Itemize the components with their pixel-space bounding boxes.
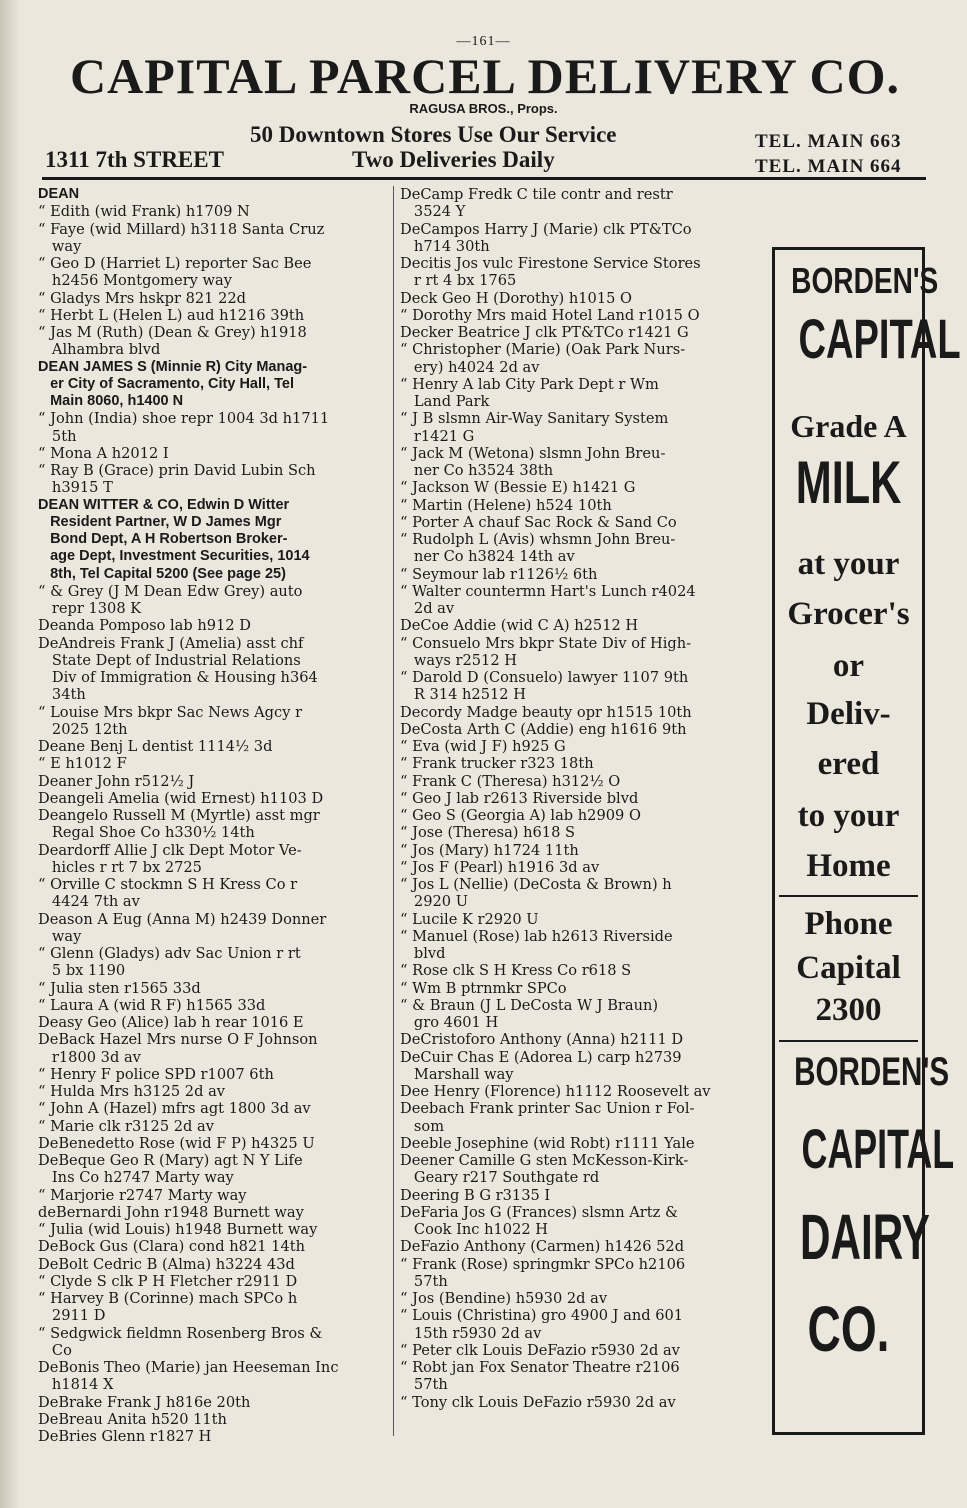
directory-entry-line: “ Consuelo Mrs bkpr State Div of High-	[400, 634, 692, 652]
directory-entry-line: DeBeque Geo R (Mary) agt N Y Life	[38, 1152, 303, 1169]
directory-entry-line: Deaner John r512½ J	[38, 772, 195, 790]
directory-entry-line: 57th	[400, 1272, 448, 1290]
ad-or: or	[832, 648, 865, 684]
directory-entry-line: “ Eva (wid J F) h925 G	[400, 738, 566, 755]
directory-entry-line: ner Co h3824 14th av	[400, 548, 575, 566]
directory-entry-line: Deane Benj L dentist 1114½ 3d	[38, 738, 273, 755]
directory-entry-line: Bond Dept, A H Robertson Broker-	[38, 531, 288, 547]
directory-entry-line: h714 30th	[400, 237, 490, 255]
directory-entry-line: r1421 G	[400, 427, 475, 445]
directory-entry-line: ways r2512 H	[400, 651, 517, 669]
directory-entry-line: 15th r5930 2d av	[400, 1324, 542, 1342]
directory-entry-line: Deardorff Allie J clk Dept Motor Ve-	[38, 841, 302, 859]
banner-slogan-stores: 50 Downtown Stores Use Our Service	[250, 122, 617, 147]
directory-entry-line: “ Martin (Helene) h524 10th	[400, 496, 612, 514]
directory-entry-line: Deangeli Amelia (wid Ernest) h1103 D	[38, 789, 324, 807]
directory-entry-line: “ John A (Hazel) mfrs agt 1800 3d av	[38, 1100, 311, 1118]
directory-entry-line: DeCamp Fredk C tile contr and restr	[400, 186, 673, 203]
directory-entry-line: “ Porter A chauf Sac Rock & Sand Co	[400, 513, 677, 531]
directory-entry-line: DeBonis Theo (Marie) jan Heeseman Inc	[38, 1359, 339, 1376]
directory-entry-line: gro 4601 H	[400, 1014, 499, 1031]
directory-entry-line: 5 bx 1190	[38, 962, 126, 980]
ad-capital-bottom: CAPITAL	[801, 1117, 955, 1180]
directory-entry-line: “ Mona A h2012 I	[38, 444, 169, 462]
directory-entry-line: “ Ray B (Grace) prin David Lubin Sch	[38, 462, 316, 479]
directory-entry-line: “ Clyde S clk P H Fletcher r2911 D	[38, 1272, 298, 1290]
ad-to-your: to your	[797, 798, 900, 834]
directory-entry-line: “ Wm B ptrnmkr SPCo	[400, 979, 567, 997]
directory-entry-line: 2d av	[400, 600, 455, 617]
directory-entry-line: “ Geo J lab r2613 Riverside blvd	[400, 789, 639, 807]
directory-entry-line: “ Henry F police SPD r1007 6th	[38, 1065, 274, 1083]
directory-entry-line: Cook Inc h1022 H	[400, 1221, 549, 1238]
banner-divider	[42, 177, 926, 180]
directory-entry-line: “ Christopher (Marie) (Oak Park Nurs-	[400, 341, 686, 359]
page-number: —161—	[456, 34, 511, 49]
directory-entry-line: 2911 D	[38, 1307, 106, 1325]
directory-entry-line: “ Seymour lab r1126½ 6th	[400, 565, 598, 583]
directory-entry-line: 4424 7th av	[38, 893, 140, 911]
directory-entry-line: “ Jos F (Pearl) h1916 3d av	[400, 858, 600, 876]
directory-entry-line: “ & Grey (J M Dean Edw Grey) auto	[38, 582, 303, 600]
ad-divider-2	[779, 1040, 918, 1042]
directory-entry-line: “ Tony clk Louis DeFazio r5930 2d av	[400, 1393, 676, 1411]
directory-entry-line: Deanda Pomposo lab h912 D	[38, 617, 251, 635]
directory-entry-line: DEAN JAMES S (Minnie R) City Manag-	[38, 358, 308, 375]
directory-entry-line: “ Frank trucker r323 18th	[400, 755, 594, 773]
directory-entry-line: DeBries Glenn r1827 H	[38, 1428, 212, 1445]
directory-entry-line: deBernardi John r1948 Burnett way	[38, 1203, 304, 1221]
directory-entry-line: DeBenedetto Rose (wid F P) h4325 U	[38, 1134, 315, 1152]
directory-entry-line: “ Jos L (Nellie) (DeCosta & Brown) h	[400, 876, 672, 893]
directory-entry-line: Deebach Frank printer Sac Union r Fol-	[400, 1100, 695, 1118]
ad-phone-number: 2300	[815, 992, 882, 1028]
directory-entry-line: er City of Sacramento, City Hall, Tel	[38, 375, 294, 392]
directory-column-middle	[400, 186, 762, 1411]
directory-entry-line: age Dept, Investment Securities, 1014	[38, 548, 310, 565]
directory-entry-line: “ Frank (Rose) springmkr SPCo h2106	[400, 1255, 686, 1273]
directory-entry-line: “ Marie clk r3125 2d av	[38, 1117, 214, 1135]
ad-grocers: Grocer's	[787, 596, 910, 632]
ad-grade-a: Grade A	[790, 408, 907, 444]
directory-entry-line: way	[38, 927, 82, 945]
directory-entry-line: “ Peter clk Louis DeFazio r5930 2d av	[400, 1341, 680, 1359]
directory-entry-line: DeBock Gus (Clara) cond h821 14th	[38, 1238, 305, 1256]
directory-entry-line: “ Edith (wid Frank) h1709 N	[38, 203, 250, 221]
directory-entry-line: 57th	[400, 1376, 448, 1394]
column-divider	[393, 186, 394, 1436]
directory-entry-line: Regal Shoe Co h330½ 14th	[38, 824, 255, 842]
directory-entry-line: State Dept of Industrial Relations	[38, 651, 301, 669]
directory-entry-line: Marshall way	[400, 1065, 514, 1083]
directory-entry-line: Div of Immigration & Housing h364	[38, 669, 318, 686]
ad-brand-top: BORDEN'S	[791, 260, 939, 301]
page-edge-shadow	[0, 0, 20, 1508]
ad-milk: MILK	[795, 449, 902, 516]
ad-co: CO.	[807, 1293, 890, 1365]
ad-phone-exchange: Capital	[796, 950, 901, 986]
ad-home: Home	[806, 848, 891, 884]
directory-entry-line: “ Geo S (Georgia A) lab h2909 O	[400, 807, 641, 824]
directory-entry-line: Deering B G r3135 I	[400, 1186, 551, 1204]
directory-entry-line: blvd	[400, 945, 446, 962]
directory-entry-line: h2456 Montgomery way	[38, 272, 232, 290]
directory-entry-line: “ Orville C stockmn S H Kress Co r	[38, 876, 298, 893]
directory-entry-line: “ Jos (Mary) h1724 11th	[400, 841, 579, 859]
directory-entry-line: 2920 U	[400, 893, 468, 911]
directory-entry-line: “ Glenn (Gladys) adv Sac Union r rt	[38, 945, 301, 962]
ad-dairy: DAIRY	[799, 1201, 930, 1273]
banner-address: 1311 7th STREET	[45, 147, 224, 172]
directory-entry-line: “ Rose clk S H Kress Co r618 S	[400, 962, 632, 980]
directory-entry-line: ner Co h3524 38th	[400, 462, 554, 479]
ad-ered: ered	[817, 746, 880, 782]
directory-entry-line: DeBrake Frank J h816e 20th	[38, 1393, 251, 1411]
directory-entry-line: r rt 4 bx 1765	[400, 272, 517, 290]
directory-entry-line: Dee Henry (Florence) h1112 Roosevelt av	[400, 1083, 711, 1100]
directory-entry-line: Deasy Geo (Alice) lab h rear 1016 E	[38, 1014, 304, 1031]
directory-entry-line: DeBack Hazel Mrs nurse O F Johnson	[38, 1031, 318, 1049]
directory-entry-line: R 314 h2512 H	[400, 686, 526, 704]
directory-entry-line: “ Jackson W (Bessie E) h1421 G	[400, 479, 636, 497]
directory-entry-line: way	[38, 237, 82, 255]
ad-divider-1	[779, 895, 918, 897]
directory-entry-line: “ Hulda Mrs h3125 2d av	[38, 1083, 226, 1100]
directory-entry-line: Co	[38, 1341, 72, 1359]
directory-entry-line: “ Faye (wid Millard) h3118 Santa Cruz	[38, 220, 325, 238]
banner-telephone-1: TEL. MAIN 663	[755, 131, 902, 152]
directory-entry-line: “ Lucile K r2920 U	[400, 910, 539, 928]
ad-deliv: Deliv-	[806, 696, 891, 732]
banner-telephone-2: TEL. MAIN 664	[755, 156, 902, 177]
directory-entry-line: Deangelo Russell M (Myrtle) asst mgr	[38, 807, 320, 824]
directory-entry-line: DeBreau Anita h520 11th	[38, 1410, 227, 1428]
directory-entry-line: Land Park	[400, 393, 490, 410]
directory-entry-line: “ Laura A (wid R F) h1565 33d	[38, 996, 266, 1014]
directory-entry-line: 5th	[38, 427, 77, 445]
directory-entry-line: Decker Beatrice J clk PT&TCo r1421 G	[400, 324, 689, 341]
directory-entry-line: “ Darold D (Consuelo) lawyer 1107 9th	[400, 669, 689, 686]
directory-entry-line: “ John (India) shoe repr 1004 3d h1711	[38, 410, 330, 428]
directory-entry-line: “ Manuel (Rose) lab h2613 Riverside	[400, 927, 673, 945]
directory-entry-line: h1814 X	[38, 1376, 114, 1394]
directory-entry-line: DeCosta Arth C (Addie) eng h1616 9th	[400, 720, 687, 738]
directory-entry-line: “ Marjorie r2747 Marty way	[38, 1186, 247, 1204]
ad-capital-top: CAPITAL	[798, 307, 961, 370]
directory-entry-line: “ Jos (Bendine) h5930 2d av	[400, 1290, 608, 1307]
directory-entry-line: Decordy Madge beauty opr h1515 10th	[400, 703, 692, 721]
directory-entry-line: “ Henry A lab City Park Dept r Wm	[400, 375, 659, 393]
directory-entry-line: DeFazio Anthony (Carmen) h1426 52d	[400, 1238, 685, 1256]
banner-proprietors: RAGUSA BROS., Props.	[409, 101, 558, 116]
directory-entry-line: 8th, Tel Capital 5200 (See page 25)	[38, 565, 286, 582]
directory-entry-line: “ Harvey B (Corinne) mach SPCo h	[38, 1290, 298, 1307]
directory-entry-line: repr 1308 K	[38, 600, 142, 617]
directory-entry-line: “ Walter countermn Hart's Lunch r4024	[400, 582, 696, 600]
directory-entry-line: Main 8060, h1400 N	[38, 393, 184, 409]
directory-entry-line: “ Dorothy Mrs maid Hotel Land r1015 O	[400, 306, 700, 324]
directory-entry-line: “ Julia (wid Louis) h1948 Burnett way	[38, 1221, 318, 1238]
directory-entry-line: DEAN	[38, 186, 80, 202]
directory-entry-line: Resident Partner, W D James Mgr	[38, 513, 282, 530]
directory-entry-line: ery) h4024 2d av	[400, 358, 540, 376]
directory-entry-line: 34th	[38, 686, 86, 704]
directory-entry-line: “ Jas M (Ruth) (Dean & Grey) h1918	[38, 324, 307, 341]
directory-entry-line: Deck Geo H (Dorothy) h1015 O	[400, 289, 633, 307]
directory-entry-line: Decitis Jos vulc Firestone Service Stores	[400, 255, 701, 272]
directory-entry-line: Deason A Eug (Anna M) h2439 Donner	[38, 910, 327, 928]
directory-entry-line: DeAndreis Frank J (Amelia) asst chf	[38, 634, 304, 652]
directory-entry-line: Alhambra blvd	[38, 341, 161, 359]
directory-entry-line: “ Rudolph L (Avis) whsmn John Breu-	[400, 531, 676, 548]
directory-entry-line: hicles r rt 7 bx 2725	[38, 858, 202, 876]
directory-entry-line: Deeble Josephine (wid Robt) r1111 Yale	[400, 1134, 695, 1152]
directory-entry-line: 3524 Y	[400, 203, 466, 221]
banner-title: CAPITAL PARCEL DELIVERY CO.	[70, 48, 900, 104]
ad-at-your: at your	[797, 546, 900, 582]
directory-entry-line: “ Louise Mrs bkpr Sac News Agcy r	[38, 703, 303, 721]
directory-entry-line: Geary r217 Southgate rd	[400, 1169, 600, 1187]
directory-entry-line: “ & Braun (J L DeCosta W J Braun)	[400, 996, 659, 1014]
directory-entry-line: Deener Camille G sten McKesson-Kirk-	[400, 1152, 689, 1169]
directory-entry-line: h3915 T	[38, 479, 113, 497]
directory-entry-line: “ J B slsmn Air-Way Sanitary System	[400, 410, 669, 428]
directory-entry-line: “ Robt jan Fox Senator Theatre r2106	[400, 1359, 680, 1376]
directory-entry-line: “ Jack M (Wetona) slsmn John Breu-	[400, 444, 666, 462]
directory-entry-line: “ Frank C (Theresa) h312½ O	[400, 772, 621, 790]
directory-entry-line: DeCristoforo Anthony (Anna) h2111 D	[400, 1031, 684, 1049]
ad-phone: Phone	[804, 906, 893, 942]
directory-entry-line: r1800 3d av	[38, 1048, 141, 1066]
borden-milk-advertisement	[772, 247, 961, 1435]
directory-entry-line: DeCuir Chas E (Adorea L) carp h2739	[400, 1048, 682, 1066]
directory-entry-line: 2025 12th	[38, 720, 128, 738]
ad-brand-bottom: BORDEN'S	[794, 1050, 950, 1094]
directory-entry-line: “ E h1012 F	[38, 755, 127, 773]
directory-entry-line: “ Gladys Mrs hskpr 821 22d	[38, 289, 246, 307]
directory-entry-line: “ Jose (Theresa) h618 S	[400, 824, 575, 842]
directory-entry-line: “ Julia sten r1565 33d	[38, 979, 201, 997]
directory-entry-line: DeCoe Addie (wid C A) h2512 H	[400, 617, 639, 635]
directory-entry-line: DeFaria Jos G (Frances) slsmn Artz &	[400, 1203, 678, 1221]
directory-entry-line: “ Louis (Christina) gro 4900 J and 601	[400, 1307, 684, 1325]
directory-entry-line: DEAN WITTER & CO, Edwin D Witter	[38, 496, 290, 513]
directory-entry-line: “ Geo D (Harriet L) reporter Sac Bee	[38, 255, 312, 272]
directory-entry-line: “ Sedgwick fieldmn Rosenberg Bros &	[38, 1324, 323, 1342]
banner-slogan-deliveries: Two Deliveries Daily	[352, 147, 555, 172]
directory-entry-line: Ins Co h2747 Marty way	[38, 1169, 234, 1187]
directory-entry-line: som	[400, 1117, 445, 1135]
directory-entry-line: “ Herbt L (Helen L) aud h1216 39th	[38, 306, 305, 324]
directory-entry-line: DeBolt Cedric B (Alma) h3224 43d	[38, 1255, 295, 1273]
directory-column-left	[38, 186, 390, 1445]
directory-entry-line: DeCampos Harry J (Marie) clk PT&TCo	[400, 220, 692, 238]
